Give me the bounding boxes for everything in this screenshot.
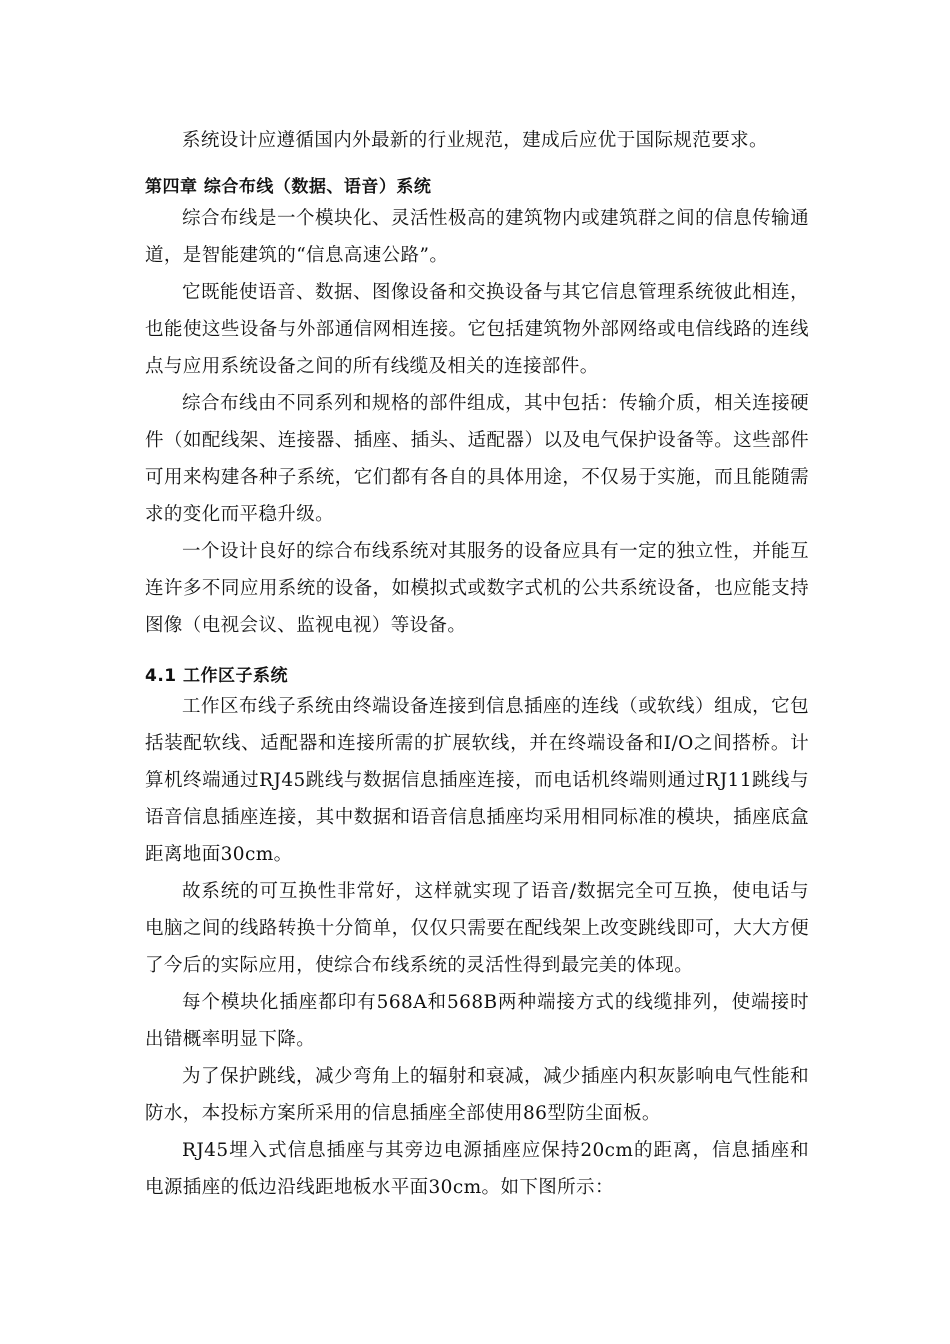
chapter-4-body <box>145 200 809 644</box>
section-4-1-paragraph-2: 故系统的可互换性非常好，这样就实现了语音/数据完全可互换，使电话与电脑之间的线路转换十分简单，仅仅只需要在配线架上改变跳线即可，大大方便了今后的实际应用，使综合布线系统的灵活性得到最完美的体现。 <box>145 881 809 976</box>
section-4-1-paragraph-4: 为了保护跳线，减少弯角上的辐射和衰减，减少插座内积灰影响电气性能和防水，本投标方案所采用的信息插座全部使用86型防尘面板。 <box>145 1066 809 1124</box>
intro-block <box>145 122 809 159</box>
chapter-4-paragraph-3: 综合布线由不同系列和规格的部件组成，其中包括：传输介质，相关连接硬件（如配线架、连接器、插座、插头、适配器）以及电气保护设备等。这些部件可用来构建各种子系统，它们都有各自的具体用途，不仅易于实施，而且能随需求的变化而平稳升级。 <box>145 393 809 525</box>
section-4-1-title: 4.1 工作区子系统 <box>145 666 289 686</box>
chapter-4-paragraph-2: 它既能使语音、数据、图像设备和交换设备与其它信息管理系统彼此相连，也能使这些设备与外部通信网相连接。它包括建筑物外部网络或电信线路的连线点与应用系统设备之间的所有线缆及相关的连接部件。 <box>145 282 809 377</box>
section-4-1-paragraph-5: RJ45埋入式信息插座与其旁边电源插座应保持20cm的距离，信息插座和电源插座的低边沿线距地板水平面30cm。如下图所示： <box>145 1140 809 1198</box>
intro-paragraph: 系统设计应遵循国内外最新的行业规范，建成后应优于国际规范要求。 <box>182 130 768 151</box>
section-4-1-body <box>145 688 809 1206</box>
chapter-4-title: 第四章 综合布线（数据、语音）系统 <box>145 177 432 197</box>
section-4-1-block <box>145 663 809 689</box>
section-4-1-paragraph-3: 每个模块化插座都印有568A和568B两种端接方式的线缆排列，使端接时出错概率明显下降。 <box>145 992 809 1050</box>
section-4-1-paragraph-1: 工作区布线子系统由终端设备连接到信息插座的连线（或软线）组成，它包括装配软线、适配器和连接所需的扩展软线，并在终端设备和I/O之间搭桥。计算机终端通过RJ45跳线与数据信息插座连接，而电话机终端则通过RJ11跳线与语音信息插座连接，其中数据和语音信息插座均采用相同标准的模块，插座底盒距离地面30cm。 <box>145 696 809 865</box>
chapter-4-paragraph-1: 综合布线是一个模块化、灵活性极高的建筑物内或建筑群之间的信息传输通道，是智能建筑的“信息高速公路”。 <box>145 208 809 266</box>
chapter-4-block <box>145 174 809 200</box>
chapter-4-paragraph-4: 一个设计良好的综合布线系统对其服务的设备应具有一定的独立性，并能互连许多不同应用系统的设备，如模拟式或数字式机的公共系统设备，也应能支持图像（电视会议、监视电视）等设备。 <box>145 541 809 636</box>
